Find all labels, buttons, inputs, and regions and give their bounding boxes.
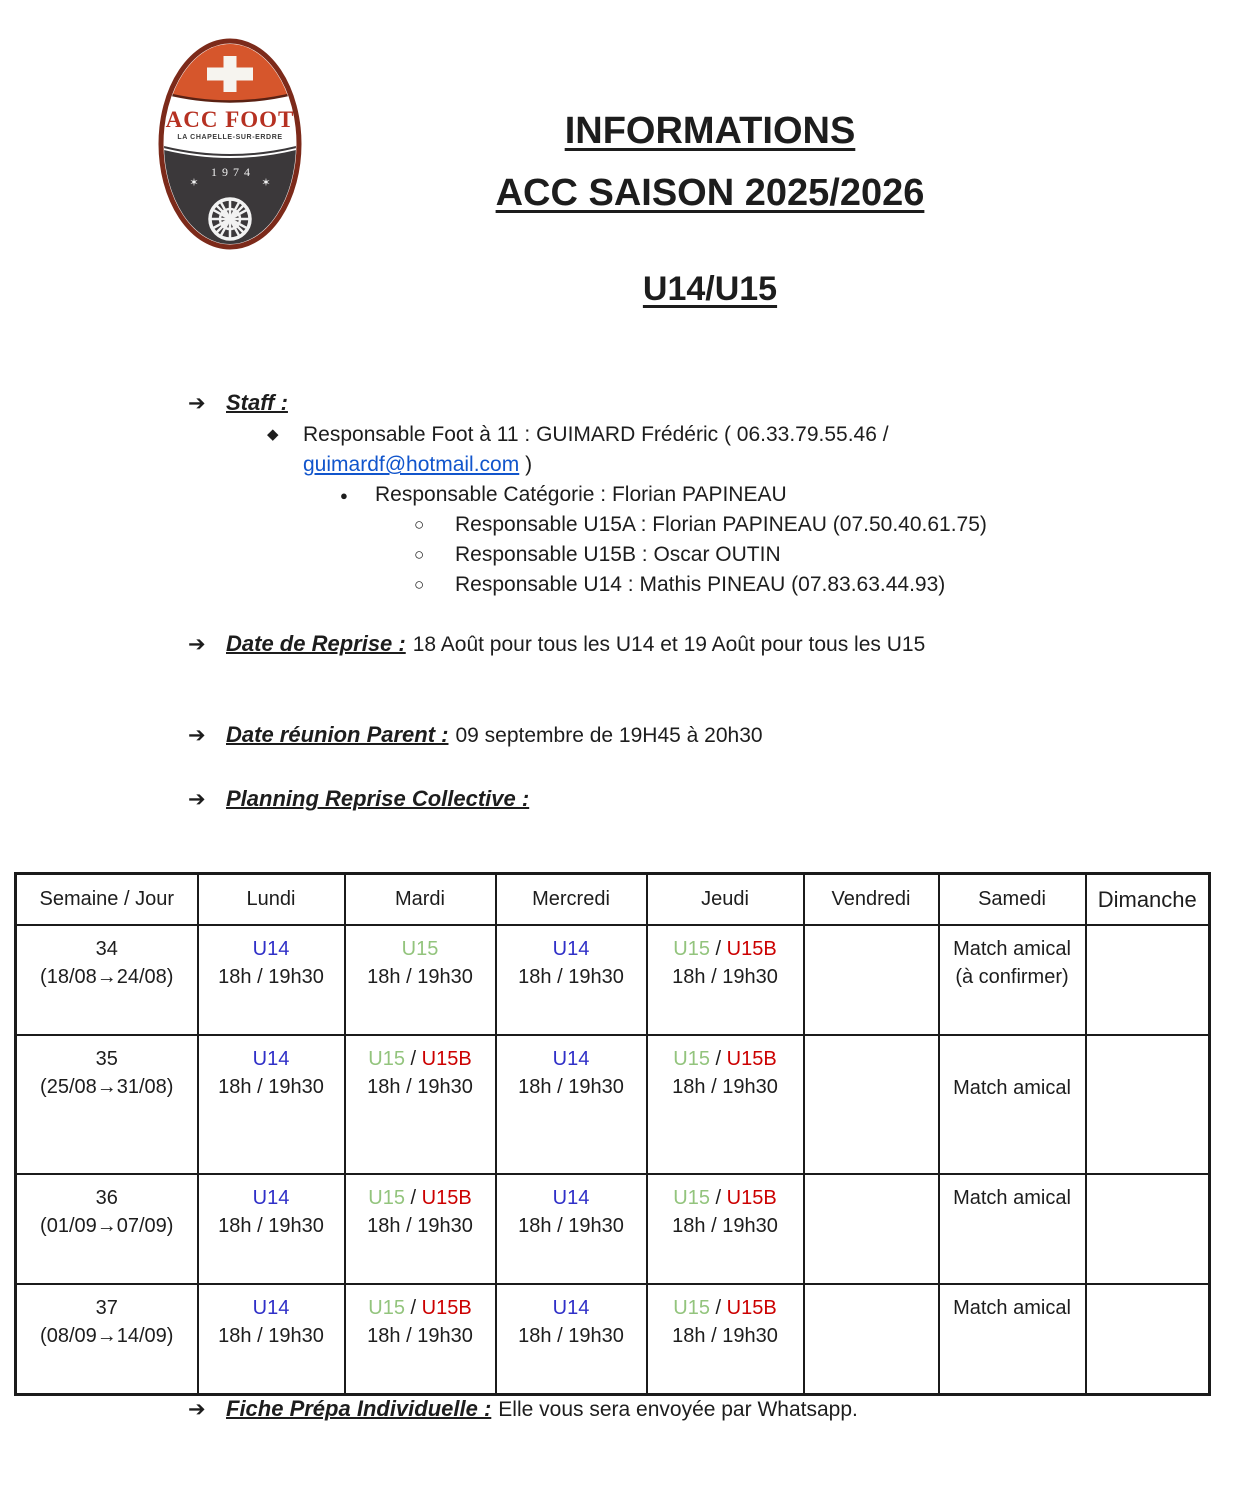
cell-lundi [198,1174,345,1284]
team-label: U15 [673,1297,710,1319]
team-line [650,1184,801,1212]
cell-jeudi [647,1174,804,1284]
time-slot: 18h / 19h30 [518,1325,624,1347]
team-label: / [710,1297,727,1319]
team-label: U15 [368,1297,405,1319]
team-label: / [710,1187,727,1209]
arrow-bullet-icon: ➔ [188,724,206,747]
cell-mardi [345,1174,496,1284]
team-line [201,935,342,963]
arrow-bullet-icon: ➔ [188,633,206,656]
team-label: U14 [252,938,290,960]
time-slot: 18h / 19h30 [218,1325,324,1347]
note-line: Match amical [953,1187,1071,1209]
staff-item-u15a [414,510,987,540]
cell-dimanche [1086,1284,1210,1395]
cell-lundi [198,1284,345,1395]
dot-bullet-icon: ● [340,488,348,503]
logo-year: 1974 [211,165,255,179]
col-header-mercredi: Mercredi [496,874,647,926]
week-dates: (08/09→14/09) [40,1325,174,1347]
col-header-dimanche: Dimanche [1086,874,1210,926]
date-reunion-line [188,720,763,751]
team-label: U15B [726,1187,777,1209]
logo-club-name: ACC FOOT [165,107,295,132]
date-reprise-line [188,629,925,660]
team-label: U14 [252,1187,290,1209]
col-header-mardi: Mardi [345,874,496,926]
col-header-jeudi: Jeudi [647,874,804,926]
time-slot: 18h / 19h30 [367,966,473,988]
staff-item-categorie [340,480,787,510]
cell-mardi [345,1035,496,1174]
staff-item-u14-text: Responsable U14 : Mathis PINEAU (07.83.63.44.93) [455,573,946,596]
cell-vendredi [804,925,939,1035]
planning-table [14,872,1211,1396]
week-number: 35 [95,1048,118,1070]
cell-mardi [345,925,496,1035]
fiche-line [188,1394,858,1425]
table-row-week-35 [16,1035,1210,1174]
cell-mercredi [496,1174,647,1284]
team-label: U15 [673,938,710,960]
page-title-line1: INFORMATIONS [564,110,856,152]
page-title-line2: ACC SAISON 2025/2026 [495,172,925,214]
team-label: U15 [368,1048,405,1070]
cell-samedi [939,1284,1086,1395]
staff-label: Staff : [226,390,288,415]
circle-bullet-icon: ○ [414,545,425,564]
cell-samedi [939,1174,1086,1284]
team-label: / [710,938,727,960]
time-slot: 18h / 19h30 [367,1325,473,1347]
team-label: U14 [552,1297,590,1319]
time-slot: 18h / 19h30 [672,1215,778,1237]
team-label: U15 [401,938,439,960]
cell-jeudi [647,1035,804,1174]
team-label: U15B [421,1048,472,1070]
note-line: Match amical [953,1077,1071,1099]
cell-dimanche [1086,925,1210,1035]
time-slot: 18h / 19h30 [367,1076,473,1098]
ermine-icon: ✶ [189,177,199,189]
team-label: U15B [421,1187,472,1209]
logo-city: LA CHAPELLE-SUR-ERDRE [177,134,283,141]
planning-table-wrap [14,872,1211,1396]
team-line [650,935,801,963]
staff-item-u15b-text: Responsable U15B : Oscar OUTIN [455,543,781,566]
cell-mercredi [496,1284,647,1395]
cell-samedi [939,925,1086,1035]
table-row-week-34 [16,925,1210,1035]
note-line: Match amical [953,1297,1071,1319]
cell-dimanche [1086,1174,1210,1284]
staff-item-u14 [414,570,946,600]
team-line [201,1294,342,1322]
cell-mardi [345,1284,496,1395]
note-line: (à confirmer) [955,966,1069,988]
team-line [499,1045,644,1073]
team-label: U14 [552,1187,590,1209]
team-line [499,1294,644,1322]
date-reunion-text: 09 septembre de 19H45 à 20h30 [455,724,763,747]
week-dates: (18/08→24/08) [40,966,174,988]
cell-lundi [198,1035,345,1174]
time-slot: 18h / 19h30 [672,1325,778,1347]
team-label: U15B [726,1297,777,1319]
week-dates: (25/08→31/08) [40,1076,174,1098]
ermine-icon: ✶ [261,177,271,189]
note-line: Match amical [953,938,1071,960]
cell-vendredi [804,1284,939,1395]
team-label: U15 [368,1187,405,1209]
team-label: / [405,1048,422,1070]
arrow-bullet-icon: ➔ [188,1398,206,1421]
table-header-row [16,874,1210,926]
cell-week [16,1284,198,1395]
week-dates: (01/09→07/09) [40,1215,174,1237]
time-slot: 18h / 19h30 [672,966,778,988]
email-link[interactable]: guimardf@hotmail.com [303,453,520,476]
time-slot: 18h / 19h30 [672,1076,778,1098]
col-header-lundi: Lundi [198,874,345,926]
team-label: U15 [673,1187,710,1209]
team-label: U15B [726,1048,777,1070]
time-slot: 18h / 19h30 [518,966,624,988]
team-line [650,1045,801,1073]
team-line [499,1184,644,1212]
diamond-bullet-icon: ◆ [267,426,279,443]
time-slot: 18h / 19h30 [218,1215,324,1237]
circle-bullet-icon: ○ [414,515,425,534]
time-slot: 18h / 19h30 [367,1215,473,1237]
team-label: U15B [726,938,777,960]
team-label: U14 [552,1048,590,1070]
col-header-vendredi: Vendredi [804,874,939,926]
table-row-week-37 [16,1284,1210,1395]
team-label: U15B [421,1297,472,1319]
cell-week [16,1174,198,1284]
date-reprise-label: Date de Reprise : [226,631,406,656]
staff-item-categorie-text: Responsable Catégorie : Florian PAPINEAU [375,483,787,506]
date-reunion-label: Date réunion Parent : [226,722,449,747]
team-label: U14 [252,1297,290,1319]
cell-dimanche [1086,1035,1210,1174]
time-slot: 18h / 19h30 [518,1076,624,1098]
cell-week [16,1035,198,1174]
team-line [650,1294,801,1322]
cell-mercredi [496,925,647,1035]
week-number: 36 [95,1187,118,1209]
col-header-semaine-jour: Semaine / Jour [16,874,198,926]
staff-item-u15a-text: Responsable U15A : Florian PAPINEAU (07.50.40.61.75) [455,513,987,536]
team-label: U14 [252,1048,290,1070]
staff-item-foot11-text: Responsable Foot à 11 : GUIMARD Frédéric ( 06.33.79.55.46 / [303,423,889,446]
cell-lundi [198,925,345,1035]
team-line [201,1045,342,1073]
team-line [348,935,493,963]
week-number: 37 [95,1297,118,1319]
document-header [178,100,1242,309]
cell-mercredi [496,1035,647,1174]
planning-label: Planning Reprise Collective : [226,786,530,811]
cell-jeudi [647,925,804,1035]
col-header-samedi: Samedi [939,874,1086,926]
team-line [499,935,644,963]
cell-vendredi [804,1035,939,1174]
table-row-week-36 [16,1174,1210,1284]
week-number: 34 [95,938,118,960]
planning-heading [188,784,529,815]
date-reprise-text: 18 Août pour tous les U14 et 19 Août pour tous les U15 [412,633,926,656]
team-label: / [405,1187,422,1209]
cell-samedi [939,1035,1086,1174]
time-slot: 18h / 19h30 [218,966,324,988]
arrow-bullet-icon: ➔ [188,788,206,811]
team-label: U14 [552,938,590,960]
time-slot: 18h / 19h30 [518,1215,624,1237]
staff-heading [188,388,288,419]
team-line [348,1294,493,1322]
team-line [201,1184,342,1212]
arrow-bullet-icon: ➔ [188,392,206,415]
team-label: U15 [673,1048,710,1070]
time-slot: 18h / 19h30 [218,1076,324,1098]
team-label: / [405,1297,422,1319]
cell-vendredi [804,1174,939,1284]
cell-jeudi [647,1284,804,1395]
staff-item-foot11-after: ) [519,453,533,476]
category-title: U14/U15 [642,270,778,308]
circle-bullet-icon: ○ [414,575,425,594]
staff-item-u15b [414,540,781,570]
team-line [348,1045,493,1073]
fiche-text: Elle vous sera envoyée par Whatsapp. [498,1398,858,1421]
team-label: / [710,1048,727,1070]
cell-week [16,925,198,1035]
team-line [348,1184,493,1212]
staff-item-foot11 [267,420,983,480]
fiche-label: Fiche Prépa Individuelle : [226,1396,492,1421]
